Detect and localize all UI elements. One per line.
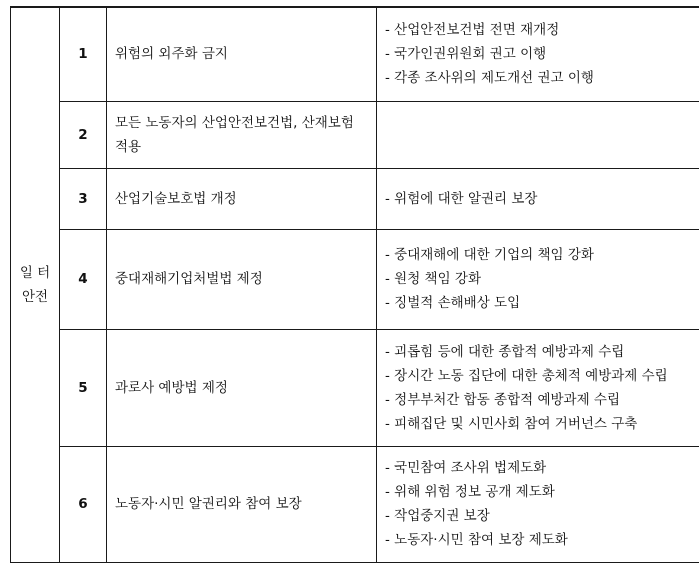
detail-list: [385, 187, 699, 211]
detail-item: - 장시간 노동 집단에 대한 총체적 예방과제 수립: [385, 367, 668, 384]
row-details: [377, 229, 699, 329]
detail-item: - 산업안전보건법 전면 재개정: [385, 22, 560, 39]
detail-item: - 국가인권위원회 권고 이행: [385, 46, 547, 63]
table-row: [11, 168, 699, 229]
detail-item: - 위험에 대한 알권리 보장: [385, 190, 538, 207]
detail-list: [385, 18, 699, 90]
category-label-line1: 일 터: [19, 264, 51, 281]
row-details: [377, 101, 699, 168]
row-title: 산업기술보호법 개정: [107, 168, 377, 229]
row-number: 2: [60, 101, 107, 168]
detail-item: - 국민참여 조사위 법제도화: [385, 460, 547, 476]
detail-item: - 괴롭힘 등에 대한 종합적 예방과제 수립: [385, 343, 625, 360]
category-cell: [11, 7, 60, 562]
row-number: 3: [60, 168, 107, 229]
table-row: [11, 101, 699, 168]
table-row: [11, 329, 699, 446]
detail-item: - 노동자·시민 참여 보장 제도화: [385, 532, 568, 548]
detail-item: - 피해집단 및 시민사회 참여 거버넌스 구축: [385, 415, 638, 432]
detail-item: - 정부부처간 합동 종합적 예방과제 수립: [385, 391, 620, 408]
row-details: [377, 7, 699, 101]
detail-list: [385, 243, 699, 315]
category-label-line2: 안전: [21, 288, 49, 305]
row-details: [377, 446, 699, 562]
detail-list: [385, 340, 699, 436]
row-number: 4: [60, 229, 107, 329]
row-details: [377, 329, 699, 446]
row-title: 과로사 예방법 제정: [107, 329, 377, 446]
detail-item: - 징벌적 손해배상 도입: [385, 295, 521, 311]
row-number: 5: [60, 329, 107, 446]
row-title: 모든 노동자의 산업안전보건법, 산재보험 적용: [107, 101, 377, 168]
detail-item: - 위해 위험 정보 공개 제도화: [385, 484, 555, 500]
row-details: [377, 168, 699, 229]
detail-item: - 각종 조사위의 제도개선 권고 이행: [385, 70, 594, 87]
table-row: [11, 7, 699, 101]
table-row: [11, 446, 699, 562]
row-number: 1: [60, 7, 107, 101]
detail-item: - 중대재해에 대한 기업의 책임 강화: [385, 247, 594, 263]
row-title: 중대재해기업처벌법 제정: [107, 229, 377, 329]
row-number: 6: [60, 446, 107, 562]
row-title: 노동자·시민 알권리와 참여 보장: [107, 446, 377, 562]
policy-table: [10, 6, 699, 563]
detail-item: - 원청 책임 강화: [385, 271, 481, 287]
detail-list: [385, 456, 699, 552]
detail-item: - 작업중지권 보장: [385, 508, 490, 524]
row-title: 위험의 외주화 금지: [107, 7, 377, 101]
table-row: [11, 229, 699, 329]
